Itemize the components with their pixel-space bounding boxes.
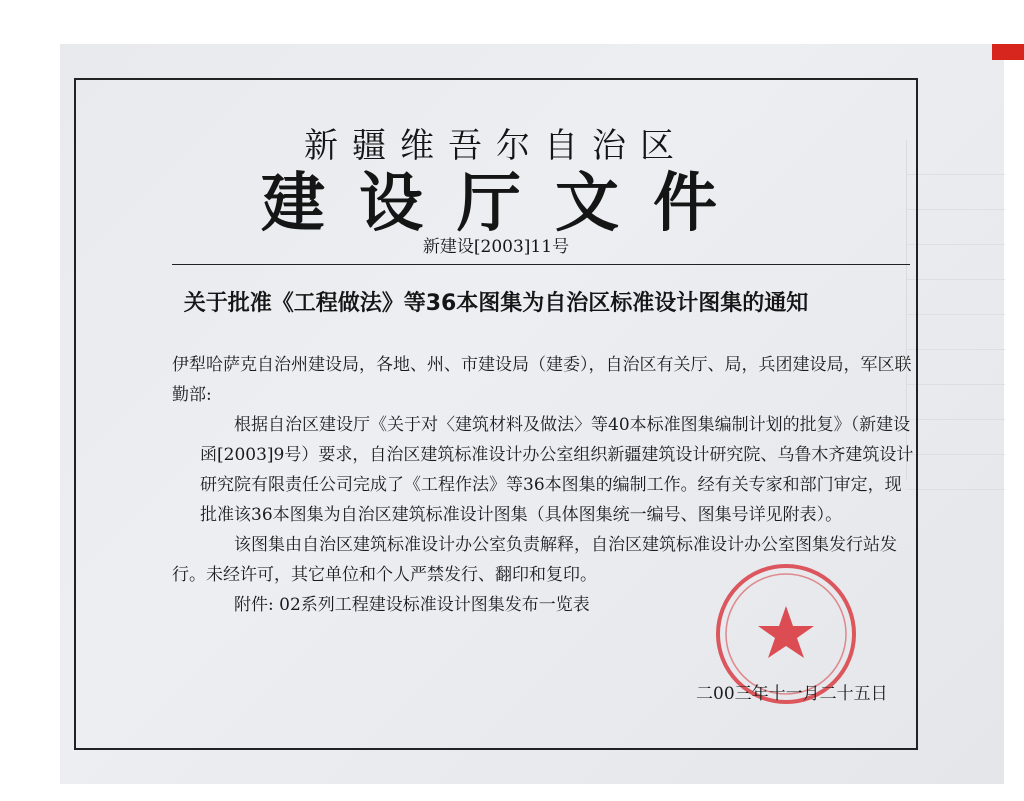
body-paragraph-2-line2: 行。未经许可，其它单位和个人严禁发行、翻印和复印。 — [172, 565, 597, 585]
header-divider — [172, 264, 910, 265]
document-title: 关于批准《工程做法》等36本图集为自治区标准设计图集的通知 — [183, 291, 809, 316]
document-number: 新建设[2003]11号 — [422, 237, 570, 257]
red-folder-edge — [992, 44, 1024, 60]
body-paragraph-2-line1: 该图集由自治区建筑标准设计办公室负责解释，自治区建筑标准设计办公室图集发行站发 — [234, 535, 897, 555]
attachment-note: 附件: 02系列工程建设标准设计图集发布一览表 — [234, 595, 590, 615]
issuer-region: 新疆维吾尔自治区 — [304, 126, 688, 166]
issue-date: 二00三年十一月二十五日 — [696, 684, 888, 704]
body-paragraph-1: 根据自治区建设厅《关于对〈建筑材料及做法〉等40本标准图集编制计划的批复》（新建设函[2003]9号）要求，自治区建筑标准设计办公室组织新疆建筑设计研究院、乌鲁木齐建筑设计研究院有限责任公司完成了《工程作法》等36本图集的编制工作。经有关专家和部门审定，现批准该36本图集为自治区建筑标准设计图集（具体图集统一编号、图集号详见附表）。 — [200, 415, 914, 525]
background-table-bleedthrough — [906, 140, 1005, 480]
addressee-line: 伊犁哈萨克自治州建设局，各地、州、市建设局（建委），自治区有关厅、局，兵团建设局，军区联勤部: — [172, 355, 912, 405]
document-frame — [74, 78, 918, 750]
issuer-department: 建设厅文件 — [261, 166, 751, 241]
